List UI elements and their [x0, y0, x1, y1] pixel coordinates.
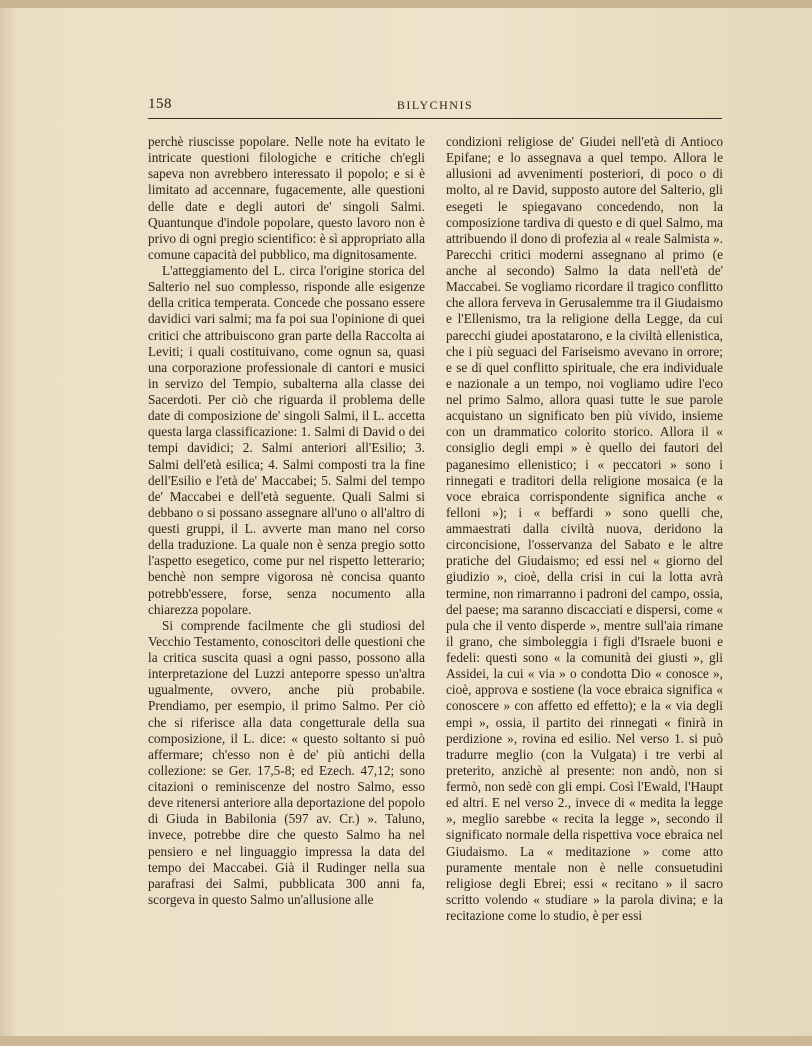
running-title: BILYCHNIS: [396, 98, 474, 112]
left-column: [148, 134, 425, 908]
left-paragraph-1: perchè riuscisse popolare. Nelle note ha evitato le intricate questioni filologiche e critiche ch'egli sapeva non avrebbero interessato il popolo; e si è limitato ad accennare, fugacemente, alle questioni delle date e degli autori de' singoli Salmi. Quantunque d'indole popolare, questo lavoro non è privo di ogni pregio scientifico: è sì appropriato alla comune capacità del pubblico, ma dignitosamente.: [148, 134, 425, 262]
left-paragraph-2: L'atteggiamento del L. circa l'origine storica del Salterio nel suo complesso, risponde alle esigenze della critica temperata. Concede che possano essere davidici vari salmi; ma fa poi sua l'opinione di quei critici che attribuiscono gran parte della Raccolta ai Leviti; i quali costituivano, come ognun sa, quasi una corporazione professionale di cantori e musici in servizo del Tempio, subalterna alla classe dei Sacerdoti. Per ciò che riguarda il problema delle date di composizione de' singoli Salmi, il L. accetta questa larga classificazione: 1. Salmi di David o dei tempi davidici; 2. Salmi anteriori all'Esilio; 3. Salmi dell'età esilica; 4. Salmi composti tra la fine dell'Esilio e l'età de' Maccabei; 5. Salmi del tempo de' Maccabei e dell'età seguente. Quali Salmi si debbano o si possano assegnare all'uno o all'altro di questi gruppi, il L. avverte man mano nel corso della traduzione. La quale non è senza pregio sotto l'aspetto esegetico, come pur nel rispetto letterario; benchè non sempre vigorosa nè concisa quanto potrebb'essere, forse, senza nocumento alla chiarezza popolare.: [148, 263, 425, 617]
page-number: 158: [148, 96, 172, 112]
page-top-edge: [0, 0, 812, 8]
right-column: [446, 134, 723, 924]
right-paragraph-1: condizioni religiose de' Giudei nell'età di Antioco Epifane; e lo assegnava a quel tempo. Allora le allusioni ad avvenimenti posteriori, di poco o di molto, al re David, supposto autore del Salterio, gli esegeti le spiegavano concedendo, non la composizione tardiva di questo e di quel Salmo, ma attribuendo il dono di profezia al « reale Salmista ». Parecchi critici moderni assegnano al primo (e anche al secondo) Salmo la data nell'età de' Maccabei. Se vogliamo ricordare il tragico conflitto che allora ferveva in Gerusalemme tra il Giudaismo e l'Ellenismo, tra la religione della Legge, da cui parecchi giudei apostatarono, e la civiltà ellenistica, che i più seguaci del Fariseismo avevano in orrore; e se di quel conflitto spirituale, che era individuale e nazionale a un tempo, noi vogliamo udire l'eco nel primo Salmo, allora quasi tutte le sue parole acquistano un significato ben più vivido, insieme con un drammatico colorito storico. Allora il « consiglio degli empi » è quello dei fautori del paganesimo ellenistico; i « peccatori » sono i rinnegati e traditori della religione mosaica (e la voce ebraica corrispondente significa anche « felloni »); i « beffardi » sono quelli che, ammaestrati dalla civiltà nuova, deridono la circoncisione, l'osservanza del Sabato e le altre pratiche del Giudaismo; ed essi nel « giorno del giudizio », cioè, della crisi in cui la lotta avrà termine, non rimarranno i padroni del campo, ossia, del paese; ma saranno discacciati e dispersi, come « pula che il vento disperde », mentre sull'aia rimane il grano, che simboleggia i figli d'Israele buoni e fedeli: questi sono « la comunità dei giusti », gli Assidei, la cui « via » o condotta Dio « conosce », cioè, approva e sostiene (la voce ebraica significa « conoscere » con affetto ed effetto); e la « via degli empi », ossia, il partito dei rinnegati « finirà in perdizione », rovina ed esilio. Nel verso 1. si può tradurre meglio (con la Vulgata) i tre verbi al preterito, anzichè al presente: non andò, non si fermò, non sedè con gli empi. Così l'Ewald, l'Haupt ed altri. E nel verso 2., invece di « medita la legge », meglio sarebbe « recita la legge », secondo il significato normale della rispettiva voce ebraica nel Giudaismo. La « meditazione » come atto puramente mentale non è nelle consuetudini religiose degli Ebrei; essi « recitano » il sacro scritto volendo « studiare » la parola divina; e la recitazione come lo studio, è per essi: [446, 134, 723, 923]
page-bottom-edge: [0, 1036, 812, 1046]
page-header: [148, 96, 722, 119]
left-paragraph-3: Si comprende facilmente che gli studiosi del Vecchio Testamento, conoscitori delle questioni che la critica suscita quasi a ogni passo, possono alla interpretazione del Luzzi anteporre spesso un'altra ugualmente, ovvero, anche più probabile. Prendiamo, per esempio, il primo Salmo. Per ciò che si riferisce alla data congetturale della sua composizione, il L. dice: « questo soltanto si può affermare; ch'esso non è de' più antichi della collezione: se Ger. 17,5-8; ed Ezech. 47,12; sono citazioni o reminiscenze del nostro Salmo, esso deve ritenersi anteriore alla deportazione del popolo di Giuda in Babilonia (597 av. Cr.) ». Taluno, invece, potrebbe dire che questo Salmo ha nel pensiero e nel linguaggio impressa la data del tempo dei Maccabei. Già il Rudinger nella sua parafrasi dei Salmi, pubblicata 300 anni fa, scorgeva in questo Salmo un'allusione alle: [148, 617, 425, 907]
